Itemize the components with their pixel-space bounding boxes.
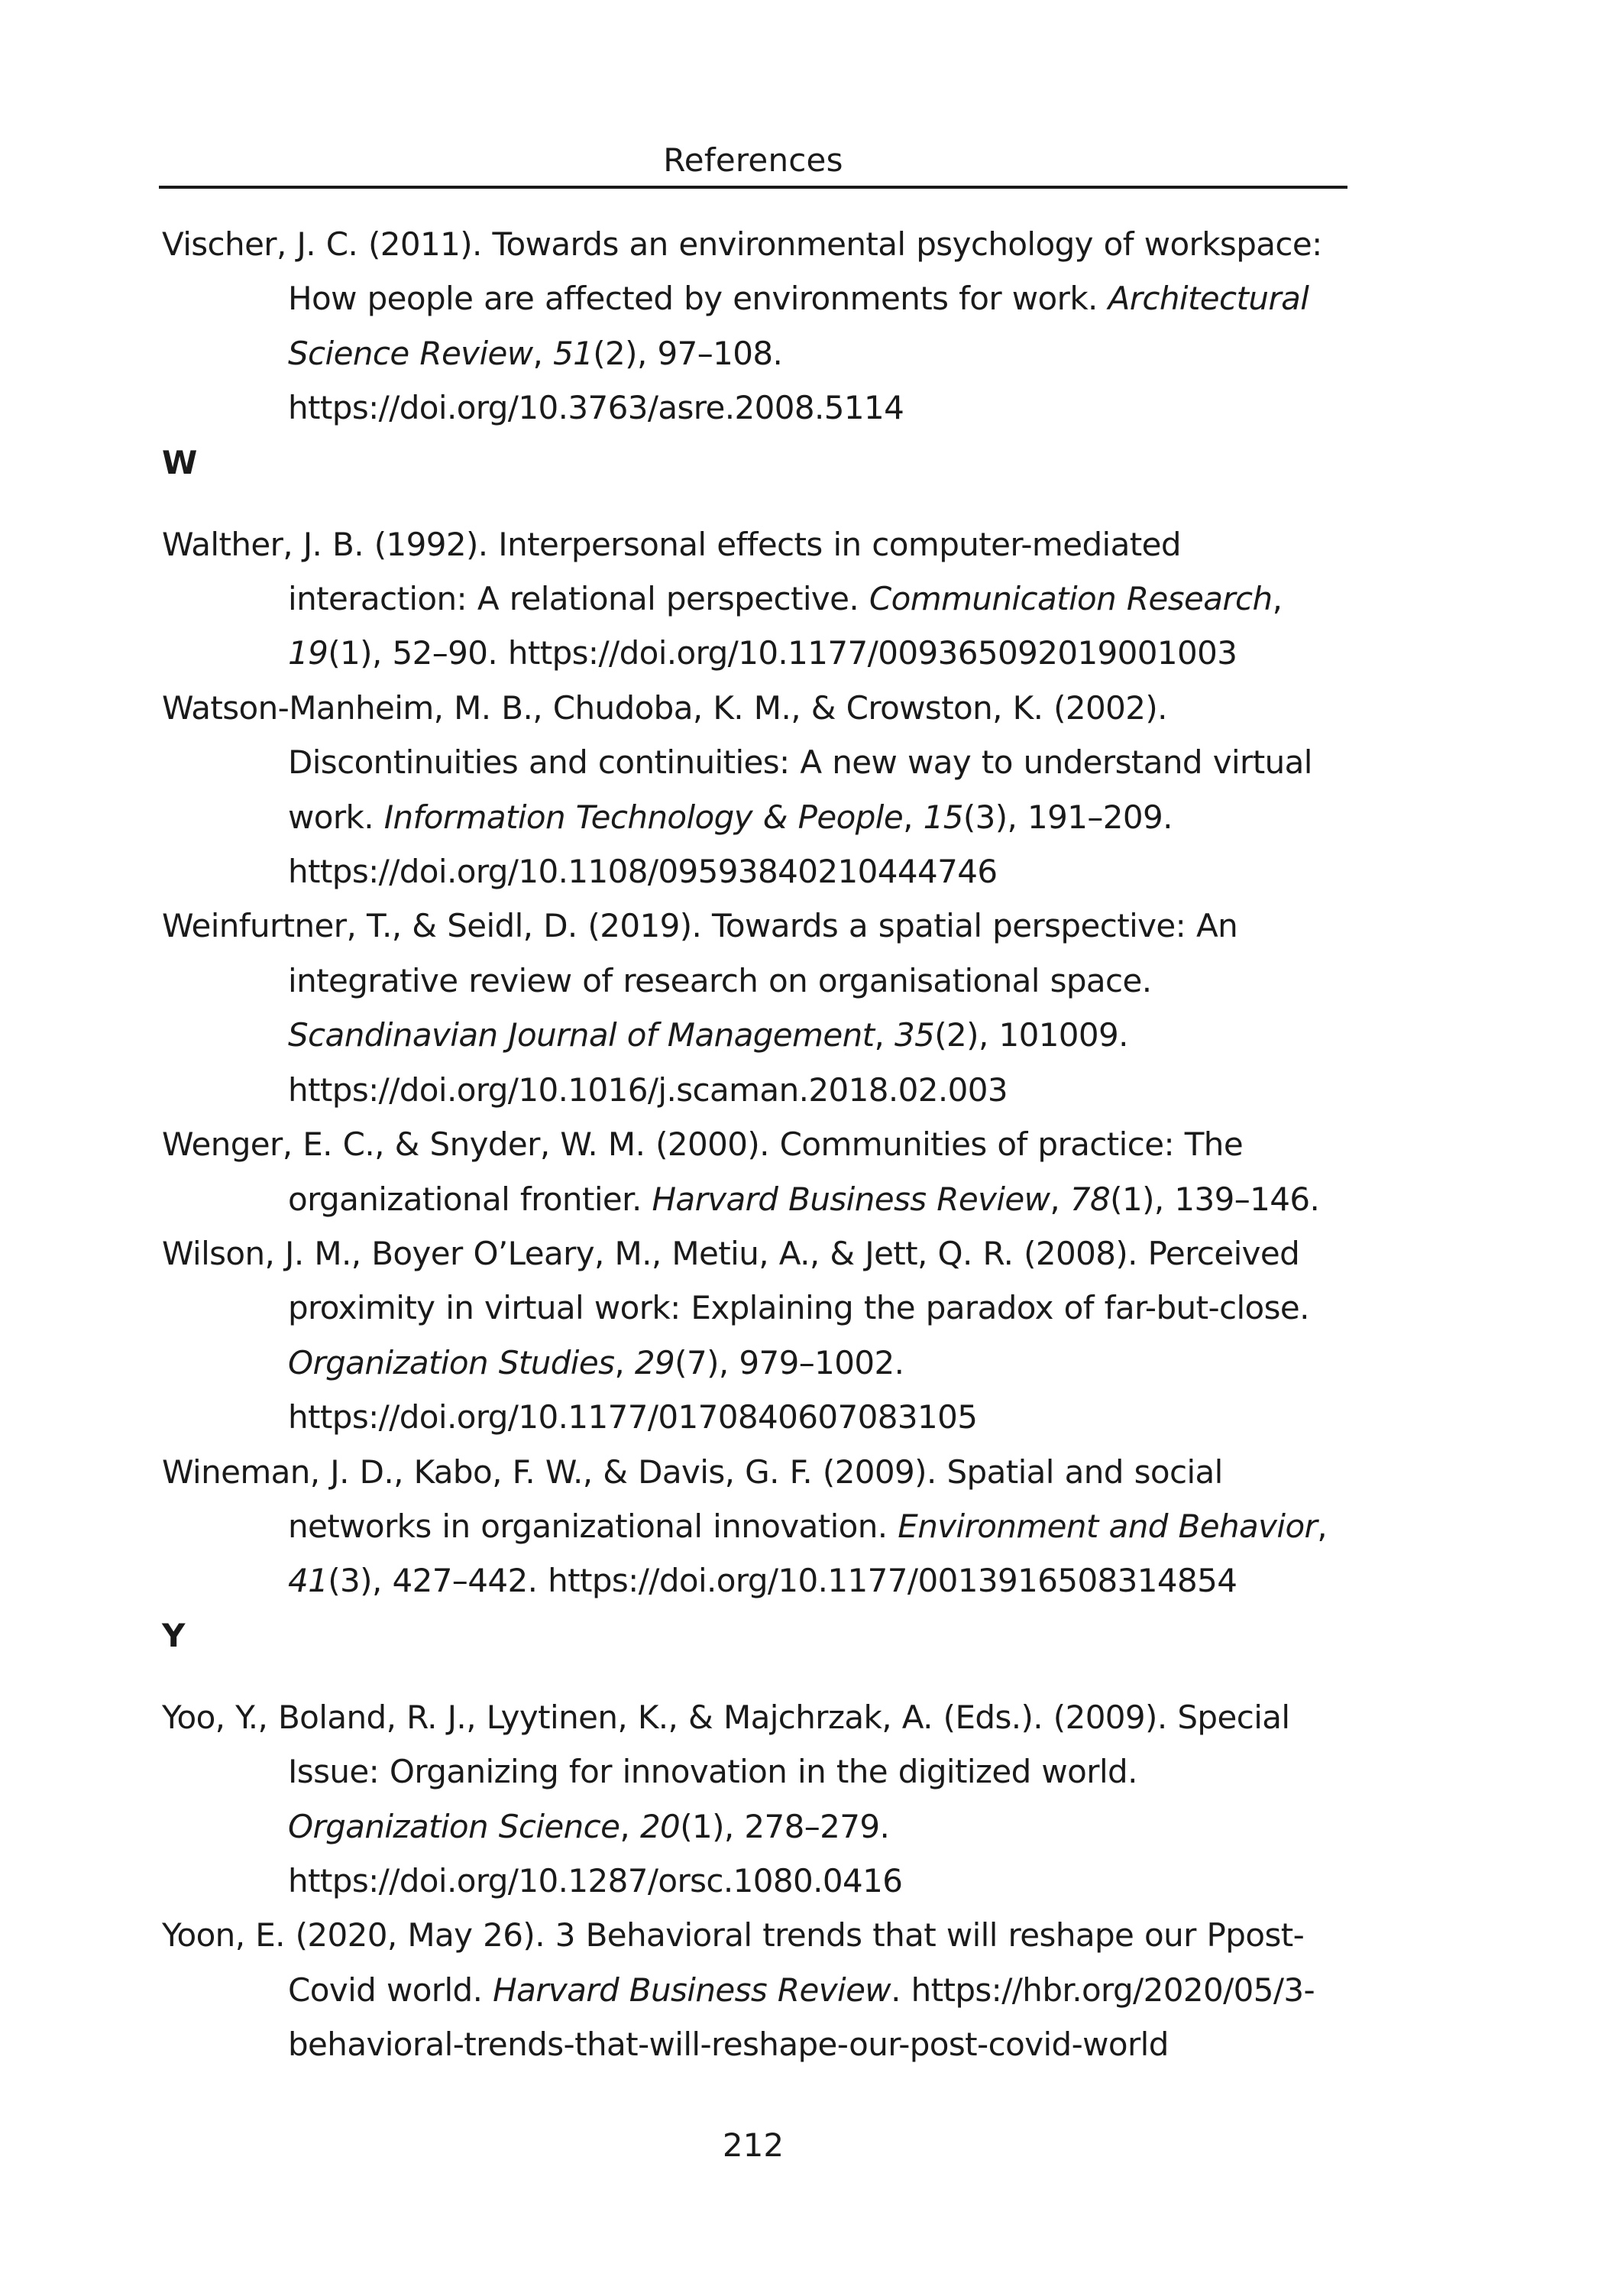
section-letter-y: Y — [162, 1616, 185, 1654]
reference-entry-wineman — [162, 1445, 1351, 1608]
ref-journal: Architectural Science Review — [288, 280, 1309, 372]
ref-journal: Scandinavian Journal of Management — [288, 1016, 875, 1054]
ref-journal: Harvard Business Review — [493, 1971, 891, 2009]
ref-volume: 51 — [553, 334, 594, 372]
ref-volume: 29 — [634, 1343, 675, 1381]
ref-text: Yoon, E. (2020, May 26). 3 Behavioral trends that will reshape our Ppost- Covid world. — [162, 1916, 1305, 2009]
ref-details: (2), 101009. https://doi.org/10.1016/j.scaman.2018.02.003 — [288, 1016, 1128, 1109]
ref-journal: Environment and Behavior — [898, 1507, 1318, 1545]
reference-entry-vischer: Vischer, J. C. (2011). Towards an environmental psychology of workspace: How people are affected by environments for work. Architectural Science Review, 51(2), 97–108. https://doi.org/10.3763/asre.2008.5114 — [162, 225, 1322, 427]
ref-text: Watson-Manheim, M. B., Chudoba, K. M., & Crowston, K. (2002). Discontinuities and continuities: A new way to understand virtual work. — [162, 688, 1312, 836]
ref-separator: , — [1317, 1507, 1327, 1545]
reference-entry-wilson: Wilson, J. M., Boyer O’Leary, M., Metiu, A., & Jett, Q. R. (2008). Perceived proximity in virtual work: Explaining the paradox of far-but-close. Organization Studies, 29(7), 979–1002. https://doi.org/10.1177/0170840607083105 — [162, 1234, 1309, 1436]
running-head: References — [663, 141, 843, 179]
ref-text: Wineman, J. D., Kabo, F. W., & Davis, G. F. (2009). Spatial and social networks in organizational innovation. — [162, 1453, 1223, 1545]
ref-details: (1), 139–146. — [1110, 1180, 1320, 1218]
ref-details: (2), 97–108. https://doi.org/10.3763/asre.2008.5114 — [288, 334, 904, 427]
ref-journal: Organization Studies — [288, 1343, 615, 1381]
ref-text: Yoo, Y., Boland, R. J., Lyytinen, K., & Majchrzak, A. (Eds.). (2009). Special Issue: Organizing for innovation in the digitized world. — [162, 1698, 1290, 1791]
ref-volume: 20 — [639, 1807, 681, 1845]
ref-details: (3), 427–442. https://doi.org/10.1177/0013916508314854 — [328, 1562, 1237, 1600]
ref-details: (7), 979–1002. https://doi.org/10.1177/0170840607083105 — [288, 1343, 978, 1436]
ref-details: (1), 278–279. https://doi.org/10.1287/orsc.1080.0416 — [288, 1807, 903, 1899]
ref-text: Wilson, J. M., Boyer O’Leary, M., Metiu, A., & Jett, Q. R. (2008). Perceived proximity in virtual work: Explaining the paradox of far-but-close. — [162, 1234, 1309, 1327]
page-number: 212 — [722, 2126, 785, 2164]
reference-entry-weinfurtner: Weinfurtner, T., & Seidl, D. (2019). Towards a spatial perspective: An integrative review of research on organisational space. Scandinavian Journal of Management, 35(2), 101009. https://doi.org/10.1016/j.scaman.2018.02.003 — [162, 907, 1238, 1109]
reference-entry-yoo: Yoo, Y., Boland, R. J., Lyytinen, K., & Majchrzak, A. (Eds.). (2009). Special Issue: Organizing for innovation in the digitized world. Organization Science, 20(1), 278–279. https://doi.org/10.1287/orsc.1080.0416 — [162, 1698, 1290, 1899]
ref-volume: 78 — [1069, 1180, 1111, 1218]
ref-details: (3), 191–209. https://doi.org/10.1108/09593840210444746 — [288, 798, 1173, 891]
ref-journal: Harvard Business Review — [652, 1180, 1050, 1218]
reference-entry-wenger: Wenger, E. C., & Snyder, W. M. (2000). Communities of practice: The organizational frontier. Harvard Business Review, 78(1), 139–146. — [162, 1125, 1320, 1218]
ref-journal: Organization Science — [288, 1807, 620, 1845]
ref-text: Walther, J. B. (1992). Interpersonal effects in computer-mediated interaction: A relational perspective. — [162, 525, 1181, 618]
ref-details: . https://hbr.org/2020/05/3- behavioral-trends-that-will-reshape-our-post-covid-world — [288, 1971, 1315, 2064]
ref-journal: Information Technology & People — [383, 798, 904, 836]
ref-journal: Communication Research — [869, 580, 1273, 618]
ref-volume: 35 — [894, 1016, 935, 1054]
ref-volume: 41 — [288, 1562, 328, 1600]
ref-text: Vischer, J. C. (2011). Towards an environmental psychology of workspace: How people are affected by environments for work. — [162, 225, 1322, 318]
ref-details: (1), 52–90. https://doi.org/10.1177/009365092019001003 — [328, 634, 1237, 672]
reference-entry-watson-manheim: Watson-Manheim, M. B., Chudoba, K. M., & Crowston, K. (2002). Discontinuities and continuities: A new way to understand virtual work. Information Technology & People, 15(3), 191–209. https://doi.org/10.1108/09593840210444746 — [162, 688, 1312, 891]
ref-text: Wenger, E. C., & Snyder, W. M. (2000). Communities of practice: The organizational frontier. — [162, 1125, 1244, 1218]
reference-entry-walther — [162, 517, 1351, 681]
reference-entry-yoon — [162, 1908, 1351, 2071]
reference-list — [162, 217, 1351, 2072]
section-letter-w: W — [162, 443, 197, 481]
ref-text: Weinfurtner, T., & Seidl, D. (2019). Towards a spatial perspective: An integrative review of research on organisational space. — [162, 907, 1238, 999]
ref-volume: 19 — [288, 634, 328, 672]
header-rule — [159, 186, 1347, 189]
ref-volume: 15 — [923, 798, 963, 836]
ref-separator: , — [1272, 580, 1283, 618]
